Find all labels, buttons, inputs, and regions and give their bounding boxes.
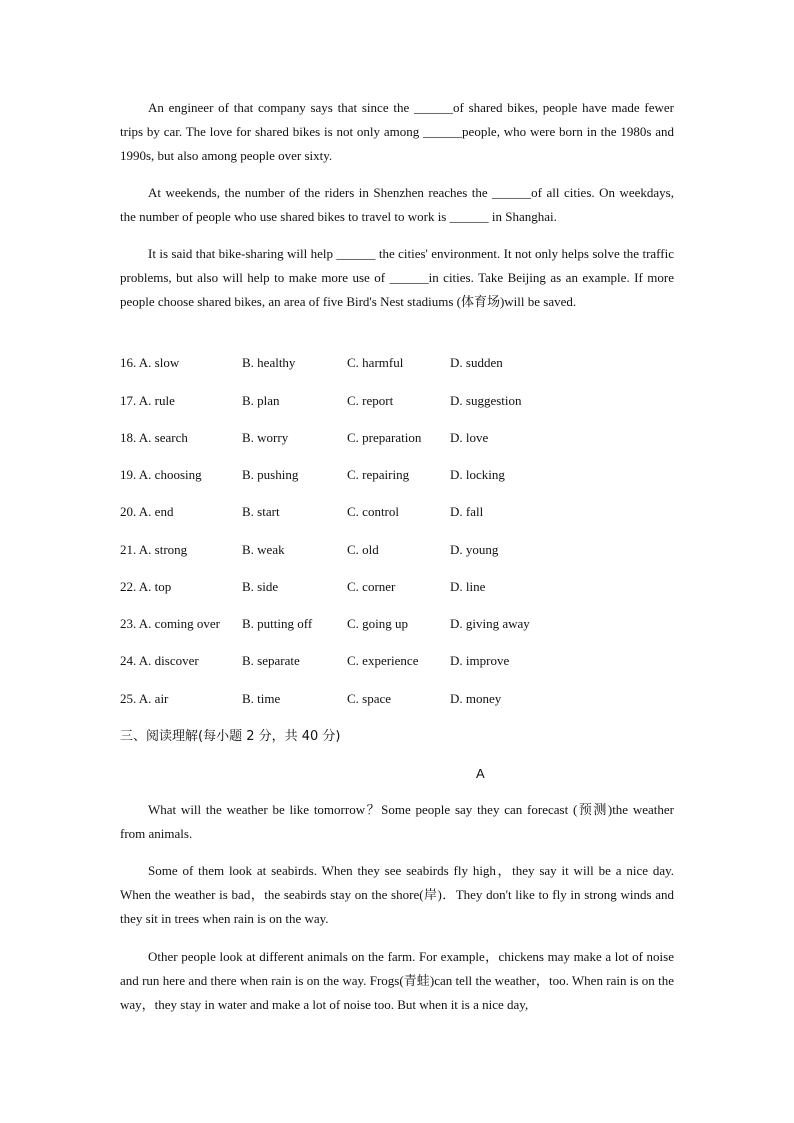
- section-heading: 三、阅读理解(每小题 2 分，共 40 分): [120, 729, 341, 744]
- cloze-paragraph-1: An engineer of that company says that since the ______of shared bikes, people have made fewer trips by car. The love for shared bikes is not only among ______people, who were born in the 1980s and 1990s, but also among people over sixty.: [120, 100, 674, 163]
- reading-paragraph-2: Some of them look at seabirds. When they see seabirds fly high，they say it will be a nice day. When the weather is bad，the seabirds stay on the shore(岸)．They don't like to fly in strong winds and they sit in trees when rain is on the way.: [120, 863, 674, 926]
- question-23: [120, 614, 680, 634]
- option-b: B. separate: [242, 653, 300, 668]
- question-20: [120, 502, 680, 522]
- option-d: D. improve: [450, 653, 510, 668]
- option-d: D. money: [450, 691, 502, 706]
- option-a: 20. A. end: [120, 504, 174, 519]
- option-a: 22. A. top: [120, 579, 172, 594]
- option-c: C. old: [347, 542, 379, 557]
- option-d: D. suggestion: [450, 393, 522, 408]
- option-a: 24. A. discover: [120, 653, 199, 668]
- option-d: D. sudden: [450, 355, 503, 370]
- option-a: 21. A. strong: [120, 542, 188, 557]
- option-d: D. young: [450, 542, 499, 557]
- question-25: [120, 689, 680, 709]
- option-d: D. line: [450, 579, 486, 594]
- option-a: 18. A. search: [120, 430, 188, 445]
- option-d: D. fall: [450, 504, 484, 519]
- option-b: B. time: [242, 691, 281, 706]
- option-a: 19. A. choosing: [120, 467, 202, 482]
- option-d: D. giving away: [450, 616, 530, 631]
- option-b: B. healthy: [242, 355, 296, 370]
- question-21: [120, 540, 680, 560]
- option-c: C. preparation: [347, 430, 422, 445]
- option-a: 17. A. rule: [120, 393, 175, 408]
- cloze-paragraph-2: At weekends, the number of the riders in Shenzhen reaches the ______of all cities. On weekdays, the number of people who use shared bikes to travel to work is ______ in Shanghai.: [120, 185, 674, 224]
- option-b: B. pushing: [242, 467, 299, 482]
- option-c: C. corner: [347, 579, 396, 594]
- option-c: C. report: [347, 393, 394, 408]
- option-b: B. weak: [242, 542, 285, 557]
- option-d: D. locking: [450, 467, 505, 482]
- option-c: C. repairing: [347, 467, 410, 482]
- option-b: B. start: [242, 504, 280, 519]
- option-a: 23. A. coming over: [120, 616, 221, 631]
- option-c: C. experience: [347, 653, 419, 668]
- option-b: B. side: [242, 579, 279, 594]
- option-c: C. control: [347, 504, 399, 519]
- passage-label: A: [476, 766, 485, 781]
- option-c: C. going up: [347, 616, 409, 631]
- option-c: C. harmful: [347, 355, 404, 370]
- question-24: [120, 651, 680, 671]
- option-a: 16. A. slow: [120, 355, 180, 370]
- option-b: B. worry: [242, 430, 289, 445]
- option-d: D. love: [450, 430, 489, 445]
- question-18: [120, 428, 680, 448]
- option-a: 25. A. air: [120, 691, 169, 706]
- reading-paragraph-3: Other people look at different animals on the farm. For example，chickens may make a lot of noise and run here and there when rain is on the way. Frogs(青蛙)can tell the weather，too. When rain is on the way，they stay in water and make a lot of noise too. But when it is a nice day,: [120, 949, 674, 1012]
- option-c: C. space: [347, 691, 392, 706]
- reading-paragraph-1: What will the weather be like tomorrow？Some people say they can forecast (预测)the weather from animals.: [120, 802, 674, 841]
- question-16: [120, 353, 680, 373]
- question-17: [120, 391, 680, 411]
- question-22: [120, 577, 680, 597]
- option-b: B. plan: [242, 393, 280, 408]
- cloze-paragraph-3: It is said that bike-sharing will help ______ the cities' environment. It not only helps solve the traffic problems, but also will help to make more use of ______in cities. Take Beijing as an example. If more people choose shared bikes, an area of five Bird's Nest stadiums (体育场)will be saved.: [120, 246, 674, 309]
- option-b: B. putting off: [242, 616, 313, 631]
- question-19: [120, 465, 680, 485]
